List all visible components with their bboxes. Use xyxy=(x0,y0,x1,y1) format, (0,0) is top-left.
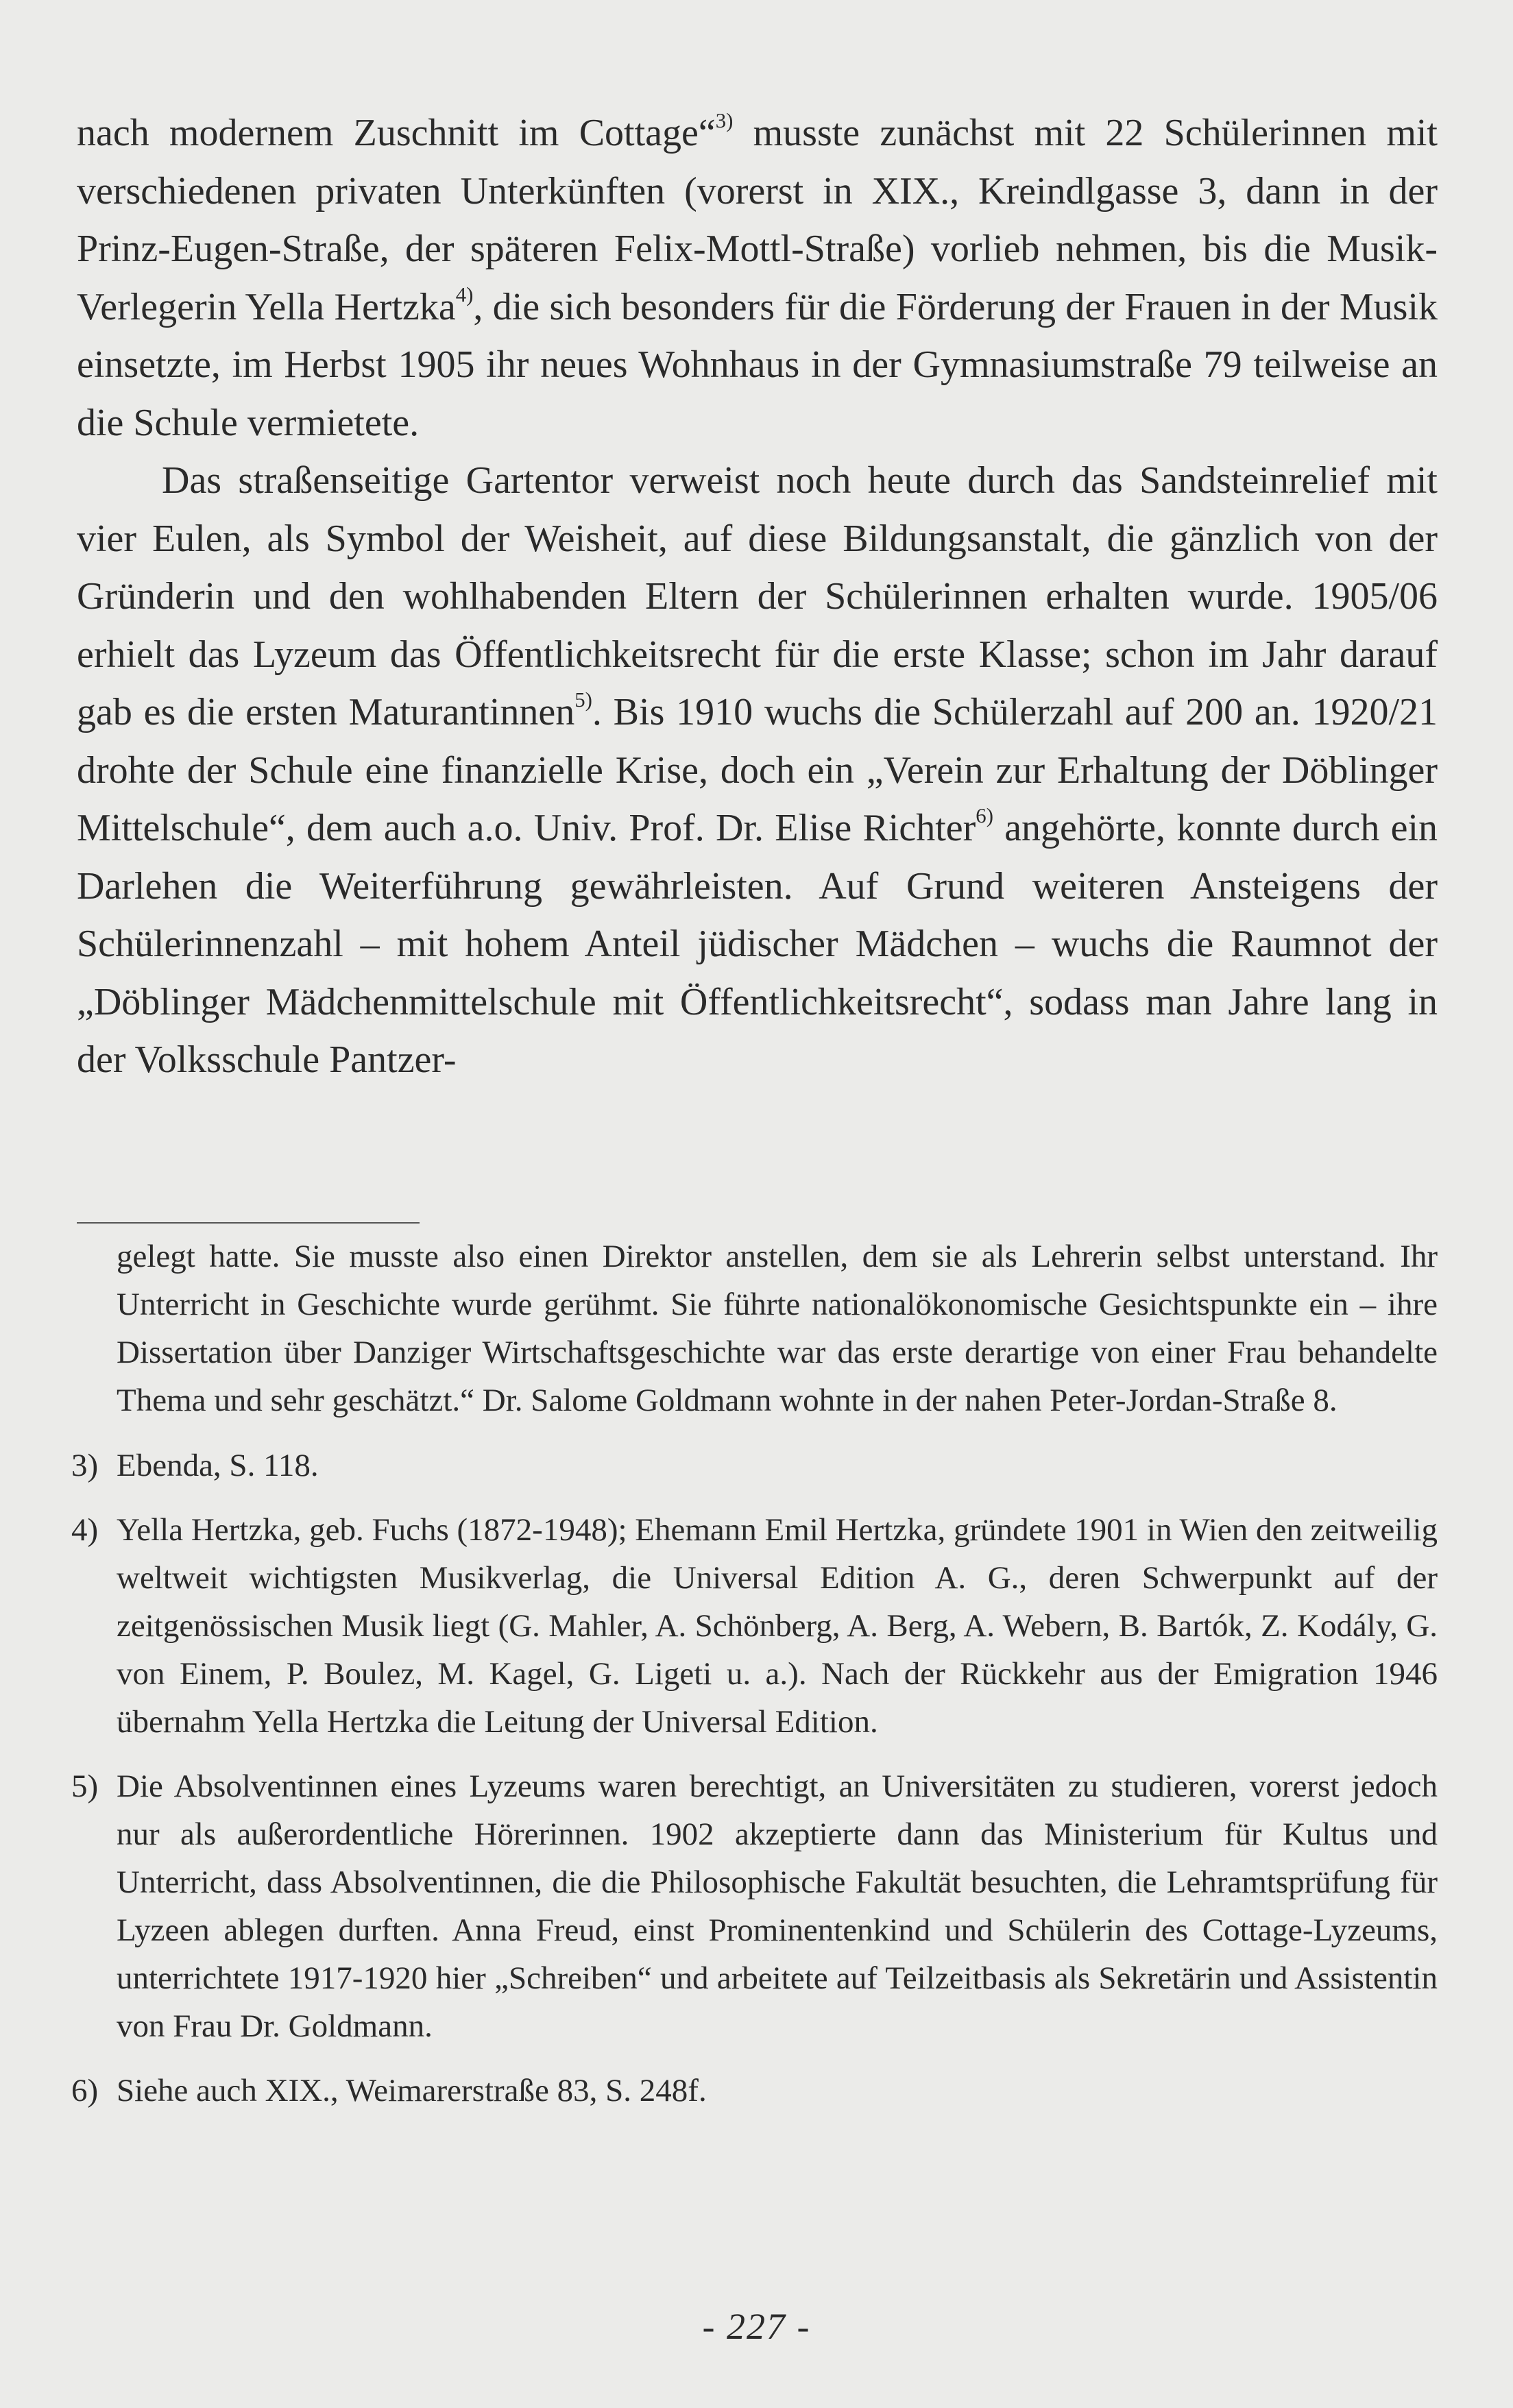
footnote-ref-6: 6) xyxy=(976,803,993,827)
paragraph-2-text-b: . Bis 1910 wuchs die Schülerzahl auf 200 an. 1920/21 drohte der Schule eine finanzielle Krise, doch ein „Verein zur Erhaltung der Döblinger Mittelschule“, dem auch a.o. Univ. Prof. Dr. Elise Richter xyxy=(77,691,1438,849)
footnote-5 xyxy=(71,1762,1438,2050)
paragraph-2-text-c: angehörte, konnte durch ein Darlehen die Weiterführung gewährleisten. Auf Grund weiteren Ansteigens der Schülerinnenzahl – mit hohem Anteil jüdischer Mädchen – wuchs die Raumnot der „Döblinger Mädchenmittelschule mit Öffentlichkeitsrecht“, sodass man Jahre lang in der Volksschule Pantzer- xyxy=(77,807,1438,1081)
footnote-4 xyxy=(71,1506,1438,1746)
footnote-number: 4) xyxy=(71,1512,99,1548)
paragraph-1-text-a: nach modernem Zuschnitt im Cottage“ xyxy=(77,112,716,154)
paragraph-2-text-a: Das straßenseitige Gartentor verweist noch heute durch das Sandsteinrelief mit vier Eulen, als Symbol der Weisheit, auf diese Bildungsanstalt, die gänzlich von der Gründerin und den wohlhabenden Eltern der Schülerinnen erhalten wurde. 1905/06 erhielt das Lyzeum das Öffentlichkeitsrecht für die erste Klasse; schon im Jahr darauf gab es die ersten Maturantinnen xyxy=(77,459,1438,733)
footnote-separator xyxy=(77,1222,420,1224)
footnote-6 xyxy=(71,2067,1438,2115)
footnote-number: 6) xyxy=(71,2073,99,2108)
footnote-ref-3: 3) xyxy=(715,108,734,132)
footnote-text: Die Absolventinnen eines Lyzeums waren berechtigt, an Universitäten zu studieren, vorerst jedoch nur als außerordentliche Hörerinnen. 1902 akzeptierte dann das Ministerium für Kultus und Unterricht, dass Absolventinnen, die die Philosophische Fakultät besuchten, die Lehramtsprüfung für Lyzeen ablegen durften. Anna Freud, einst Prominentenkind und Schülerin des Cottage-Lyzeums, unterrichtete 1917-1920 hier „Schreiben“ und arbeitete auf Teilzeitbasis als Sekretärin und Assistentin von Frau Dr. Goldmann. xyxy=(117,1768,1438,2044)
footnote-text: Yella Hertzka, geb. Fuchs (1872-1948); Ehemann Emil Hertzka, gründete 1901 in Wien den zeitweilig weltweit wichtigsten Musikverlag, die Universal Edition A. G., deren Schwerpunkt auf der zeitgenössischen Musik liegt (G. Mahler, A. Schönberg, A. Berg, A. Webern, B. Bartók, Z. Kodály, G. von Einem, P. Boulez, M. Kagel, G. Ligeti u. a.). Nach der Rückkehr aus der Emigration 1946 übernahm Yella Hertzka die Leitung der Universal Edition. xyxy=(117,1512,1438,1740)
paragraph-1-text-c: , die sich besonders für die Förderung der Frauen in der Musik einsetzte, im Herbst 1905 ihr neues Wohnhaus in der Gymnasiumstraße 79 teilweise an die Schule vermietete. xyxy=(77,285,1438,444)
footnote-3 xyxy=(71,1442,1438,1489)
paragraph-2 xyxy=(77,452,1438,1089)
footnote-number: 3) xyxy=(71,1448,99,1483)
footnote-continuation: gelegt hatte. Sie musste also einen Direktor anstellen, dem sie als Lehrerin selbst unterstand. Ihr Unterricht in Geschichte wurde gerühmt. Sie führte nationalökonomische Gesichtspunkte ein – ihre Dissertation über Danziger Wirtschaftsgeschichte war das erste derartige von einer Frau behandelte Thema und sehr geschätzt.“ Dr. Salome Goldmann wohnte in der nahen Peter-Jordan-Straße 8. xyxy=(117,1239,1438,1418)
footnote-ref-4: 4) xyxy=(455,282,474,306)
paragraph-1-text-b: musste zunächst mit 22 Schülerinnen mit verschiedenen privaten Unterkünften (vorerst in XIX., Kreindlgasse 3, dann in der Prinz-Eugen-Straße, der späteren Felix-Mottl-Straße) vorlieb nehmen, bis die Musik-Verlegerin Yella Hertzka xyxy=(77,112,1438,328)
footnote-text: Ebenda, S. 118. xyxy=(117,1448,319,1483)
footnote-text: Siehe auch XIX., Weimarerstraße 83, S. 248f. xyxy=(117,2073,707,2108)
paragraph-1 xyxy=(77,104,1438,452)
footnotes xyxy=(71,1232,1438,2131)
page-number: - 227 - xyxy=(702,2306,811,2347)
footnote-ref-5: 5) xyxy=(574,688,592,712)
main-text xyxy=(77,104,1438,1089)
footnote-number: 5) xyxy=(71,1768,99,1804)
